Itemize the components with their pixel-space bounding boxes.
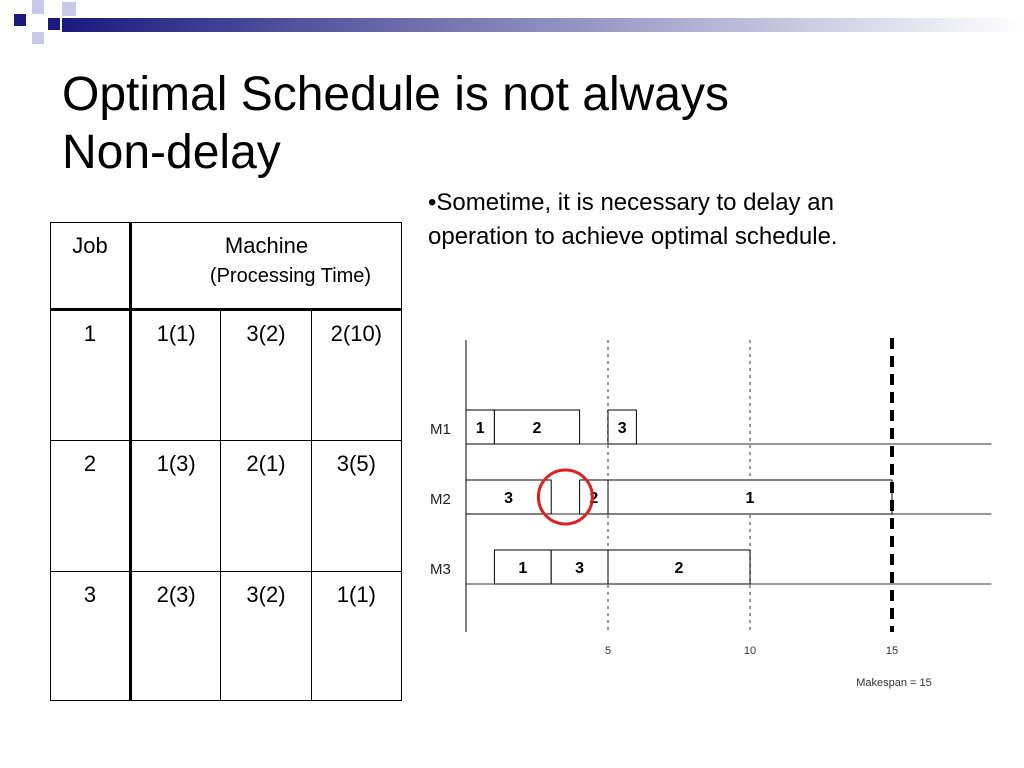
op-cell: 3(2) [221,310,311,441]
gantt-machine-label: M3 [430,561,451,578]
gantt-task-label: 2 [532,420,542,437]
slide-title-line-1: Optimal Schedule is not always [62,68,729,121]
header-processing-time: (Processing Time) [209,265,372,287]
gantt-task-label: 3 [575,560,585,577]
slide-corner-decoration [0,0,1024,50]
deco-square-navy [14,14,26,26]
job-cell: 2 [51,441,131,572]
gantt-task-label: 2 [674,560,684,577]
gantt-task-label: 1 [745,490,755,507]
processing-time-table [50,222,402,701]
slide-title [62,66,729,182]
deco-gradient-bar [62,18,1024,32]
gantt-x-tick-label: 5 [604,645,612,657]
gantt-task-label: 3 [504,490,514,507]
op-cell: 1(3) [131,441,221,572]
job-cell: 3 [51,572,131,701]
gantt-task-label: 1 [518,560,528,577]
job-cell: 1 [51,310,131,441]
gantt-task-label: 3 [617,420,627,437]
gantt-x-tick-label: 10 [743,645,757,657]
table-row [51,572,402,701]
op-cell: 2(1) [221,441,311,572]
deco-square-light [62,2,76,16]
header-machine-label: Machine [224,233,309,258]
bullet-text: •Sometime, it is necessary to delay an operation to achieve optimal schedule. [428,189,838,250]
op-cell: 2(3) [131,572,221,701]
op-cell: 2(10) [311,310,401,441]
table-header-row [51,223,402,310]
deco-square-light [32,0,44,14]
gantt-chart [420,330,1010,700]
header-job: Job [51,223,131,310]
gantt-makespan-label: Makespan = 15 [856,677,932,689]
gantt-x-tick-label: 15 [885,645,899,657]
gantt-machine-label: M2 [430,491,451,508]
table-row [51,310,402,441]
header-machine [131,223,402,310]
gantt-task-label: 1 [475,420,485,437]
op-cell: 1(1) [131,310,221,441]
table-row [51,441,402,572]
gantt-machine-label: M1 [430,421,451,438]
slide-title-line-2: Non-delay [62,126,281,179]
gantt-task-label: 2 [589,490,599,507]
op-cell: 3(2) [221,572,311,701]
op-cell: 3(5) [311,441,401,572]
deco-square-light [32,32,44,44]
deco-square-navy [48,18,60,30]
op-cell: 1(1) [311,572,401,701]
